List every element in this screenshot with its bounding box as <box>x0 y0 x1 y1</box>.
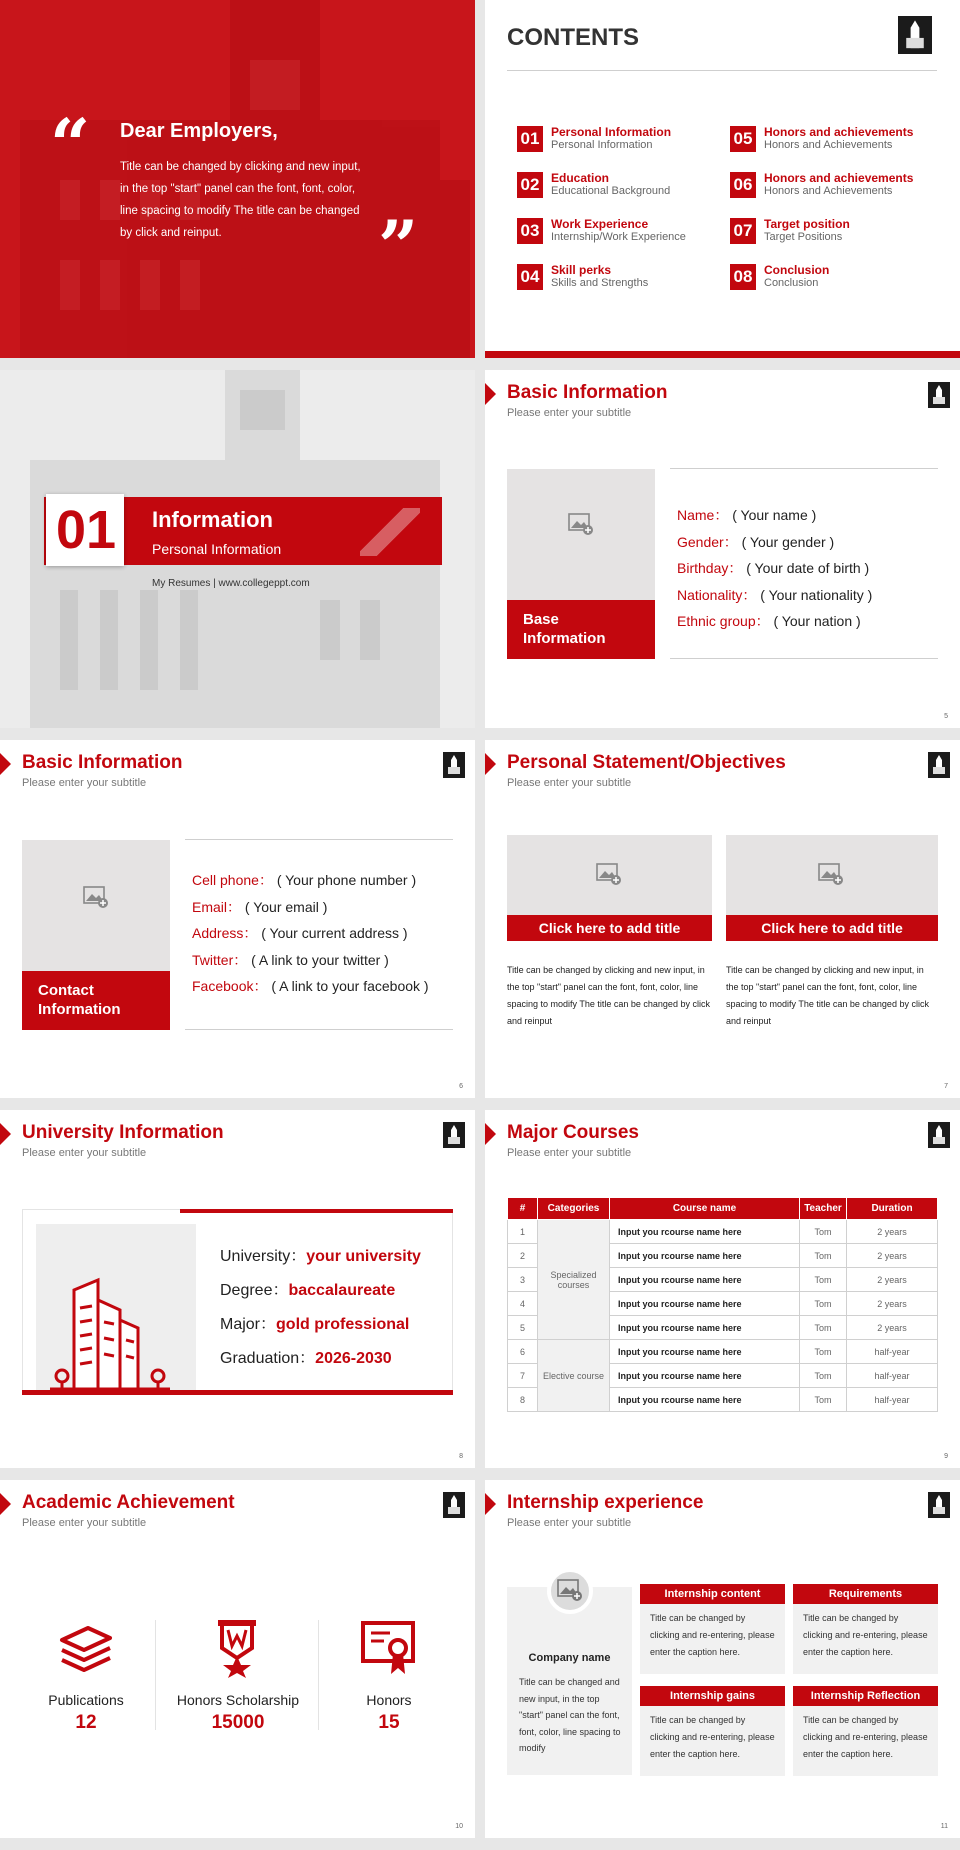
uni-card-bottom-bar <box>22 1390 453 1395</box>
contents-item-title: Skill perks <box>551 263 612 277</box>
cell-duration: 2 years <box>847 1268 938 1292</box>
info-field-label: Nationality： <box>677 586 757 603</box>
university-logo <box>928 1122 950 1148</box>
col-header: # <box>508 1198 538 1220</box>
info-field-label: Facebook： <box>192 978 268 994</box>
internship-box-text: Title can be changed by clicking and re-entering, please enter the caption here. <box>803 1715 928 1759</box>
col-header: Course name <box>610 1198 800 1220</box>
company-name: Company name <box>528 1652 611 1664</box>
cell-number: 7 <box>508 1364 538 1388</box>
greeting-heading: Dear Employers, <box>120 120 278 142</box>
add-image-icon[interactable] <box>557 1578 583 1602</box>
contents-item-title: Honors and achievements <box>764 171 914 185</box>
cell-duration: 2 years <box>847 1220 938 1244</box>
cell-teacher: Tom <box>800 1292 847 1316</box>
info-field-value: ( Your current address ) <box>261 925 408 941</box>
cell-teacher: Tom <box>800 1316 847 1340</box>
table-row <box>508 1220 938 1244</box>
contents-title: CONTENTS <box>507 24 639 51</box>
internship-box-title[interactable]: Requirements <box>793 1584 938 1604</box>
uni-field-label: Major： <box>220 1316 277 1333</box>
buildings-icon <box>50 1260 170 1390</box>
contents-item-number: 01 <box>517 126 543 152</box>
contents-item-title: Personal Information <box>551 125 672 139</box>
uni-field <box>220 1243 421 1266</box>
card-text-2: Title can be changed by clicking and new input, in the top "start" panel can the font, font, color, line spacing to modify The title can be changed by click and reinput <box>726 965 929 1026</box>
info-field-value: ( Your name ) <box>732 507 817 523</box>
university-logo <box>443 1492 465 1518</box>
internship-box-title[interactable]: Internship gains <box>640 1686 785 1706</box>
info-field <box>192 870 416 890</box>
cell-category: Elective course <box>538 1340 610 1412</box>
info-field-label: Address： <box>192 925 258 941</box>
header-arrow <box>0 1123 11 1145</box>
contents-item-subtitle: Honors and Achievements <box>764 185 893 197</box>
contents-item-subtitle: Honors and Achievements <box>764 139 893 151</box>
info-field-value: ( Your email ) <box>244 898 328 915</box>
contents-item-subtitle: Educational Background <box>551 185 671 197</box>
info-field-label: Ethnic group： <box>677 613 770 629</box>
info-field <box>192 923 408 943</box>
info-field-value: ( Your phone number ) <box>276 872 417 888</box>
info-field-value: ( Your nationality ) <box>760 586 873 603</box>
slide-dear-employers[interactable] <box>0 0 475 358</box>
cell-course-name: Input you rcourse name here <box>610 1316 800 1340</box>
contents-item-subtitle: Internship/Work Experience <box>551 231 686 243</box>
cell-teacher: Tom <box>800 1364 847 1388</box>
contents-item-subtitle: Skills and Strengths <box>551 277 649 289</box>
company-text: Title can be changed and new input, in the top "start" panel can the font, font, color, line spacing to modify <box>519 1677 621 1753</box>
slide-academic-achievement[interactable] <box>0 1480 475 1838</box>
page-number: 8 <box>459 1453 463 1460</box>
slide-section-01[interactable] <box>0 370 475 728</box>
achievement-label: Honors <box>366 1692 412 1708</box>
internship-box-text: Title can be changed by clicking and re-entering, please enter the caption here. <box>650 1613 775 1657</box>
cell-number: 5 <box>508 1316 538 1340</box>
page-number: 7 <box>944 1083 948 1090</box>
info-field <box>677 611 861 631</box>
greeting-body: Title can be changed by clicking and new input, in the top "start" panel can the font, font, color, line spacing to modify The title can be changed by click and reinput. <box>120 161 361 239</box>
slide-subtitle: Please enter your subtitle <box>22 1147 147 1159</box>
uni-field-value: 2026-2030 <box>315 1350 392 1367</box>
table-row <box>508 1340 938 1364</box>
internship-box-text: Title can be changed by clicking and re-entering, please enter the caption here. <box>803 1613 928 1657</box>
cell-course-name: Input you rcourse name here <box>610 1340 800 1364</box>
cell-duration: half-year <box>847 1388 938 1412</box>
header-arrow <box>485 383 496 405</box>
contents-item-subtitle: Conclusion <box>764 277 819 289</box>
slide-university-information[interactable] <box>0 1110 475 1468</box>
university-logo <box>443 1122 465 1148</box>
achievement-value: 15 <box>378 1712 400 1733</box>
section-number: 01 <box>55 500 117 560</box>
header-arrow <box>485 1123 496 1145</box>
info-field <box>677 558 869 578</box>
slide-personal-statement[interactable] <box>485 740 960 1098</box>
university-logo <box>928 382 950 408</box>
contents-item-subtitle: Personal Information <box>551 139 653 151</box>
info-field-value: ( Your gender ) <box>741 533 835 550</box>
university-logo <box>898 16 932 54</box>
slide-title: Major Courses <box>507 1122 639 1143</box>
info-top-line <box>185 839 453 840</box>
cell-number: 2 <box>508 1244 538 1268</box>
cell-duration: 2 years <box>847 1292 938 1316</box>
cell-category: Specialized courses <box>538 1220 610 1340</box>
add-image-icon[interactable] <box>568 512 594 536</box>
cell-course-name: Input you rcourse name here <box>610 1292 800 1316</box>
cell-number: 3 <box>508 1268 538 1292</box>
close-quote-icon: ” <box>378 205 419 288</box>
uni-card-top-bar <box>180 1209 453 1213</box>
scholarship-medal-icon <box>214 1618 260 1678</box>
internship-box-title[interactable]: Internship content <box>640 1584 785 1604</box>
uni-field-label: Graduation： <box>220 1350 316 1367</box>
section-footer: My Resumes | www.collegeppt.com <box>152 578 310 589</box>
col-header: Duration <box>847 1198 938 1220</box>
header-arrow <box>485 1493 496 1515</box>
contents-item-number: 05 <box>730 126 756 152</box>
slide-title: Academic Achievement <box>22 1492 235 1513</box>
achievement-label: Honors Scholarship <box>176 1692 300 1708</box>
section-title: Information <box>152 507 273 532</box>
slide-title: Internship experience <box>507 1492 704 1513</box>
university-logo <box>928 1492 950 1518</box>
table-header-row <box>508 1198 938 1220</box>
cell-number: 1 <box>508 1220 538 1244</box>
add-image-icon[interactable] <box>596 862 622 886</box>
info-field-value: ( Your date of birth ) <box>746 560 870 576</box>
card-title-button-2[interactable]: Click here to add title <box>726 915 938 941</box>
achievement-value: 15000 <box>211 1712 265 1733</box>
contents-item-number: 02 <box>517 172 543 198</box>
contents-divider <box>507 70 937 71</box>
info-field <box>192 950 389 970</box>
university-logo <box>928 752 950 778</box>
contents-item-subtitle: Target Positions <box>764 231 843 243</box>
achievement-label: Publications <box>48 1692 124 1708</box>
page-number: 6 <box>459 1083 463 1090</box>
info-field-label: Email： <box>192 898 242 915</box>
info-field <box>192 897 327 917</box>
cell-course-name: Input you rcourse name here <box>610 1364 800 1388</box>
col-header: Teacher <box>800 1198 847 1220</box>
page-number: 5 <box>944 713 948 720</box>
slide-subtitle: Please enter your subtitle <box>507 1147 632 1159</box>
cell-teacher: Tom <box>800 1220 847 1244</box>
stripe-decoration <box>360 508 420 556</box>
info-field <box>677 532 834 552</box>
internship-box-text: Title can be changed by clicking and re-entering, please enter the caption here. <box>650 1715 775 1759</box>
slide-subtitle: Please enter your subtitle <box>22 777 147 789</box>
cell-teacher: Tom <box>800 1268 847 1292</box>
info-field-label: Twitter： <box>192 951 248 968</box>
section-subtitle: Personal Information <box>152 541 282 557</box>
info-field-label: Cell phone： <box>192 872 273 888</box>
uni-field-label: Degree： <box>220 1282 289 1299</box>
cell-duration: half-year <box>847 1340 938 1364</box>
header-arrow <box>485 753 496 775</box>
internship-box-title[interactable]: Internship Reflection <box>793 1686 938 1706</box>
info-field-label: Name： <box>677 507 729 523</box>
header-arrow <box>0 753 11 775</box>
contents-item-title: Education <box>551 171 610 185</box>
uni-field-value: baccalaureate <box>288 1282 396 1299</box>
university-logo <box>443 752 465 778</box>
slide-title: Basic Information <box>507 382 668 403</box>
info-field-label: Gender： <box>677 533 738 550</box>
card-text-1: Title can be changed by clicking and new input, in the top "start" panel can the font, font, color, line spacing to modify The title can be changed by click and reinput <box>507 965 710 1026</box>
slide-title: Personal Statement/Objectives <box>507 752 786 773</box>
card-title-button-1[interactable]: Click here to add title <box>507 915 712 941</box>
info-bottom-line <box>185 1029 453 1030</box>
contents-item-title: Work Experience <box>551 217 649 231</box>
cell-number: 4 <box>508 1292 538 1316</box>
slide-internship-experience[interactable] <box>485 1480 960 1838</box>
contents-item-number: 08 <box>730 264 756 290</box>
info-field-value: ( A link to your twitter ) <box>251 951 389 968</box>
card-label: Contact Information <box>38 982 121 1018</box>
slide-contents[interactable] <box>485 0 960 358</box>
card-label: Base Information <box>523 611 606 647</box>
courses-table <box>507 1197 938 1412</box>
page-number: 9 <box>944 1453 948 1460</box>
achievement-value: 12 <box>75 1712 97 1733</box>
info-bottom-line <box>670 658 938 659</box>
contents-item-title: Conclusion <box>764 263 830 277</box>
cell-teacher: Tom <box>800 1388 847 1412</box>
header-arrow <box>0 1493 11 1515</box>
uni-field <box>220 1311 409 1334</box>
slide-title: Basic Information <box>22 752 183 773</box>
uni-field-value: your university <box>306 1248 421 1265</box>
page-number: 11 <box>940 1823 948 1830</box>
contents-footer-bar <box>485 351 960 358</box>
add-image-icon[interactable] <box>818 862 844 886</box>
info-field-value: ( Your nation ) <box>773 613 861 629</box>
slide-major-courses[interactable] <box>485 1110 960 1468</box>
slide-subtitle: Please enter your subtitle <box>507 1517 632 1529</box>
open-quote-icon: “ <box>50 103 91 186</box>
cell-course-name: Input you rcourse name here <box>610 1220 800 1244</box>
uni-field <box>220 1345 392 1368</box>
cell-course-name: Input you rcourse name here <box>610 1268 800 1292</box>
info-top-line <box>670 468 938 469</box>
contents-item-number: 03 <box>517 218 543 244</box>
info-field-label: Birthday： <box>677 560 743 576</box>
info-field <box>677 505 816 525</box>
cell-teacher: Tom <box>800 1244 847 1268</box>
slide-subtitle: Please enter your subtitle <box>507 407 632 419</box>
publications-icon <box>58 1622 114 1672</box>
info-field <box>192 976 429 996</box>
uni-field <box>220 1277 395 1300</box>
contents-item-title: Target position <box>764 217 850 231</box>
courses-table-body <box>508 1220 938 1412</box>
slide-subtitle: Please enter your subtitle <box>22 1517 147 1529</box>
contents-item-number: 06 <box>730 172 756 198</box>
honors-certificate-icon <box>360 1620 416 1676</box>
cell-course-name: Input you rcourse name here <box>610 1388 800 1412</box>
info-field <box>677 585 872 605</box>
uni-field-value: gold professional <box>276 1316 410 1333</box>
col-header: Categories <box>538 1198 610 1220</box>
cell-course-name: Input you rcourse name here <box>610 1244 800 1268</box>
add-image-icon[interactable] <box>83 885 109 909</box>
cell-duration: 2 years <box>847 1316 938 1340</box>
cell-duration: 2 years <box>847 1244 938 1268</box>
slide-basic-information-2[interactable] <box>0 740 475 1098</box>
contents-item-number: 07 <box>730 218 756 244</box>
slide-basic-information-1[interactable] <box>485 370 960 728</box>
cell-number: 6 <box>508 1340 538 1364</box>
info-field-value: ( A link to your facebook ) <box>271 978 429 994</box>
cell-number: 8 <box>508 1388 538 1412</box>
cell-duration: half-year <box>847 1364 938 1388</box>
cell-teacher: Tom <box>800 1340 847 1364</box>
slide-subtitle: Please enter your subtitle <box>507 777 632 789</box>
contents-item-title: Honors and achievements <box>764 125 914 139</box>
uni-field-label: University： <box>220 1248 307 1265</box>
slide-title: University Information <box>22 1122 224 1143</box>
page-number: 10 <box>455 1823 463 1830</box>
contents-item-number: 04 <box>517 264 543 290</box>
